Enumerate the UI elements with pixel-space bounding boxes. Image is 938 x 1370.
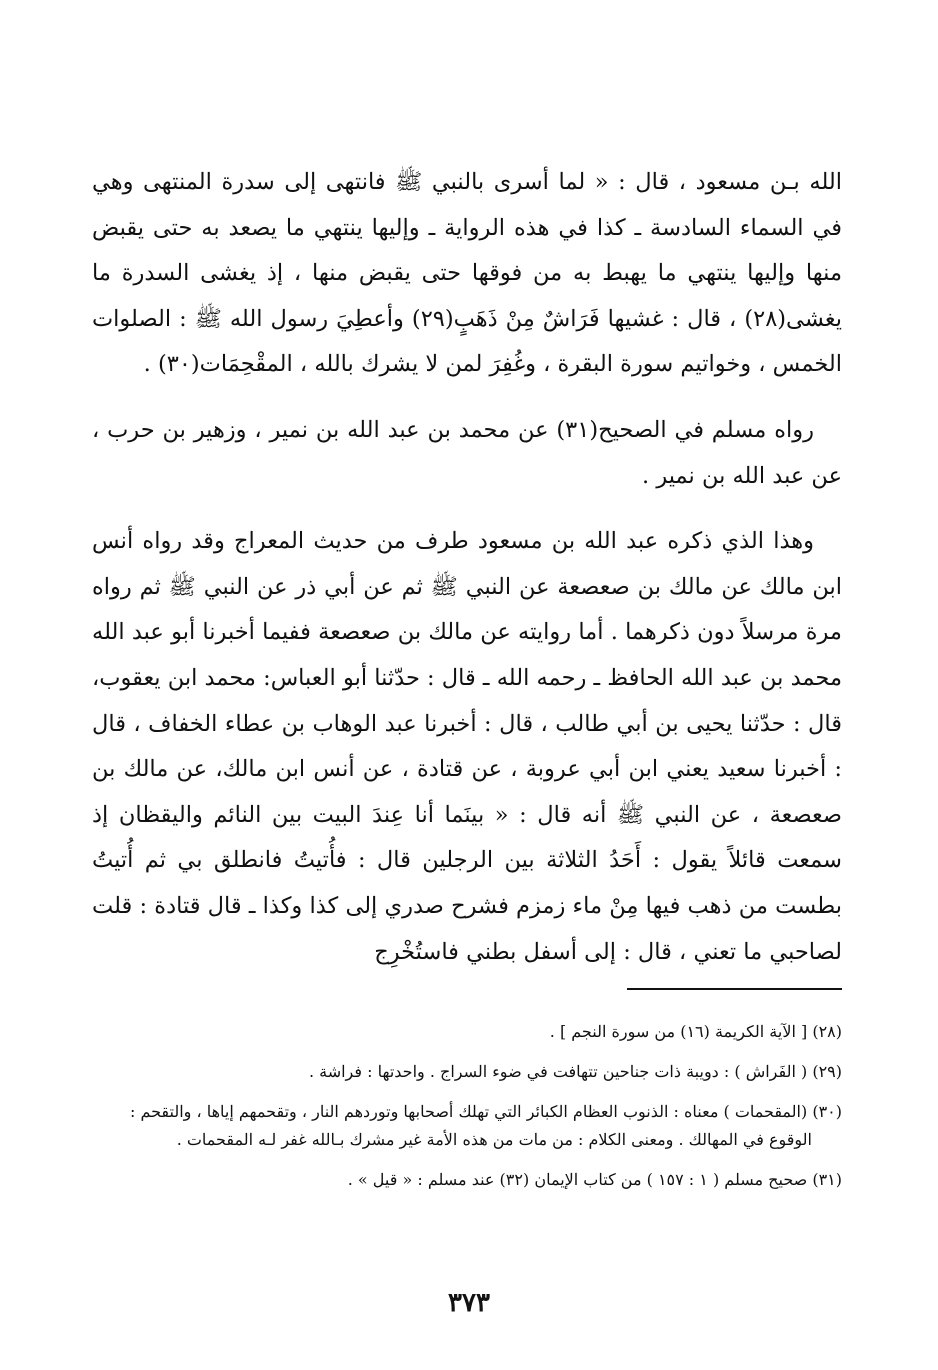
footnote-31: (٣١) صحيح مسلم ( ١ : ١٥٧ ) من كتاب الإيمان (٣٢) عند مسلم : « قيل » .	[347, 1170, 842, 1189]
footnote-29: (٢٩) ( الفَراش ) : دويبة ذات جناحين تتهافت في ضوء السراج . واحدتها : فراشة .	[308, 1062, 842, 1081]
page-number: ٣٧٣	[448, 1288, 490, 1318]
paragraph-1: الله بـن مسعود ، قال : « لما أسرى بالنبي ﷺ فانتهى إلى سدرة المنتهى وهي في السماء السادسة ـ كذا في هذه الرواية ـ وإليها ينتهي ما يصعد به حتى يقبض منها وإليها ينتهي ما يهبط به من فوقها حتى يقبض منها ، إذ يغشى السدرة ما يغشى(٢٨) ، قال : غشيها فَرَاشٌ مِنْ ذَهَبٍ(٢٩) وأعطِيَ رسول الله ﷺ : الصلوات الخمس ، وخواتيم سورة البقرة ، وغُفِرَ لمن لا يشرك بالله ، المقْحِمَات(٣٠) .	[92, 169, 843, 378]
main-text	[92, 160, 842, 975]
footnote-28: (٢٨) [ الآية الكريمة (١٦) من سورة النجم ] .	[549, 1022, 842, 1041]
footnotes	[92, 1018, 842, 1206]
paragraph-3: وهذا الذي ذكره عبد الله بن مسعود طرف من حديث المعراج وقد رواه أنس ابن مالك عن مالك بن صعصعة عن النبي ﷺ ثم عن أبي ذر عن النبي ﷺ ثم رواه مرة مرسلاً دون ذكرهما . أما روايته عن مالك بن صعصعة ففيما أخبرنا أبو عبد الله محمد بن عبد الله الحافظ ـ رحمه الله ـ قال : حدّثنا أبو العباس: محمد ابن يعقوب، قال : حدّثنا يحيى بن أبي طالب ، قال : أخبرنا عبد الوهاب بن عطاء الخفاف ، قال : أخبرنا سعيد يعني ابن أبي عروبة ، عن قتادة ، عن أنس ابن مالك، عن مالك بن صعصعة ، عن النبي ﷺ أنه قال : « بينَما أنا عِندَ البيت بين النائم واليقظان إذ سمعت قائلاً يقول : أَحَدُ الثلاثة بين الرجلين قال : فأُتيتُ فانطلق بي ثم أُتيتُ بطست من ذهب فيها مِنْ ماء زمزم فشرح صدري إلى كذا وكذا ـ قال قتادة : قلت لصاحبي ما تعني ، قال : إلى أسفل بطني فاستُخْرِج	[92, 528, 842, 965]
paragraph-2: رواه مسلم في الصحيح(٣١) عن محمد بن عبد الله بن نمير ، وزهير بن حرب ، عن عبد الله بن نمير .	[92, 416, 842, 489]
footnote-separator	[627, 988, 842, 990]
footnote-30: (٣٠) (المقحمات ) معناه : الذنوب العظام الكبائر التي تهلك أصحابها وتوردهم النار ، وتقحمهم إياها ، والتقحم : الوقوع في المهالك . ومعنى الكلام : من مات من هذه الأمة غير مشرك بـالله غفر لـه المقحمات .	[129, 1102, 842, 1149]
